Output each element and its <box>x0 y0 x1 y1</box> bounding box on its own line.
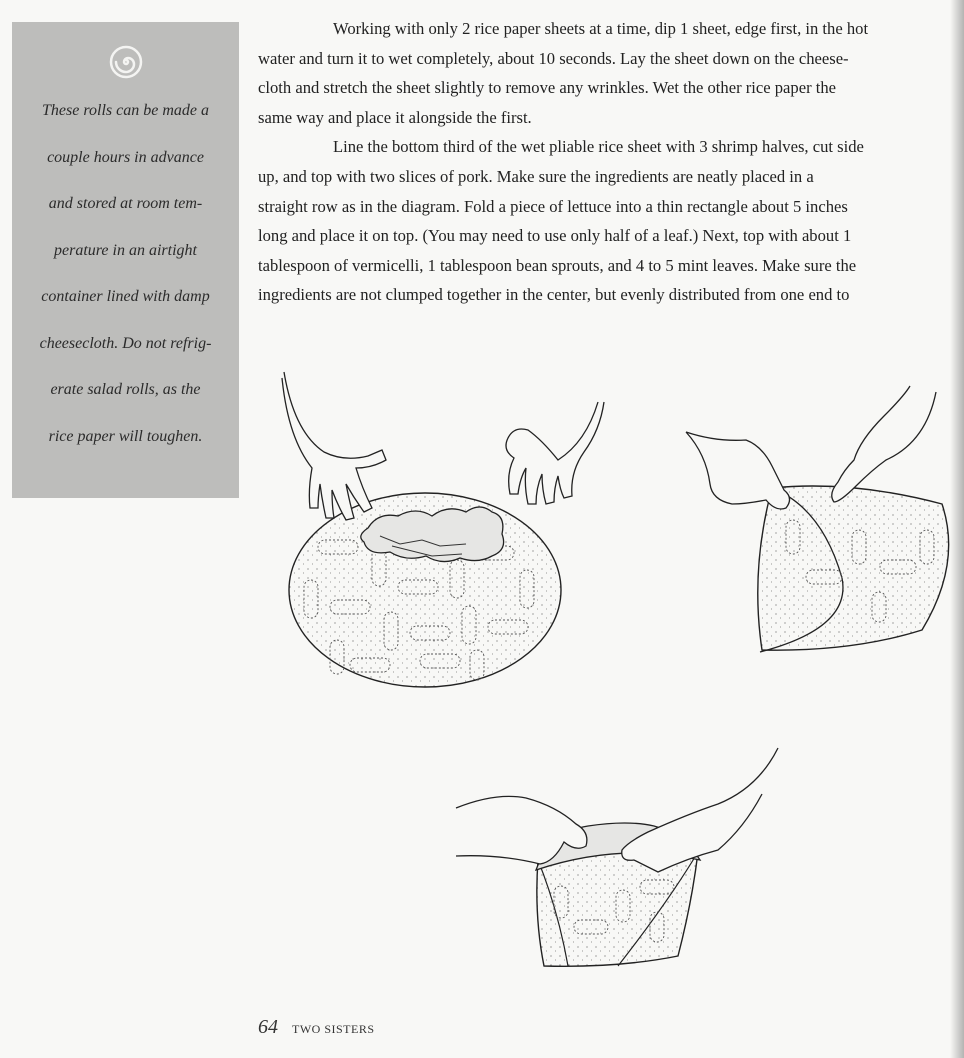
sidebar-text-line: cheesecloth. Do not refrig- <box>39 334 212 352</box>
illustration-roll-step <box>456 748 778 966</box>
sidebar-text-line: These rolls can be made a <box>42 102 209 119</box>
text-line: tablespoon of vermicelli, 1 tablespoon bean sprouts, and 4 to 5 mint leaves. Make sure the <box>258 255 857 275</box>
text-line: straight row as in the diagram. Fold a piece of lettuce into a thin rectangle about 5 inches <box>258 196 848 216</box>
text-line: long and place it on top. (You may need to use only half of a leaf.) Next, top with about 1 <box>258 226 852 246</box>
text-line: Working with only 2 rice paper sheets at a time, dip 1 sheet, edge first, in the hot <box>333 19 869 38</box>
page-footer <box>258 1016 375 1039</box>
sidebar-text-line: couple hours in advance <box>47 148 204 166</box>
sidebar-text-line: perature in an airtight <box>54 241 197 259</box>
text-line: Line the bottom third of the wet pliable rice sheet with 3 shrimp halves, cut side <box>333 137 864 157</box>
illustration-filling-sheet <box>282 372 604 687</box>
sidebar-text-line: erate salad rolls, as the <box>50 381 201 398</box>
text-line: water and turn it to wet completely, about 10 seconds. Lay the sheet down on the cheese- <box>258 48 849 68</box>
page-number: 64 <box>258 1016 278 1038</box>
sidebar-text-line: rice paper will toughen. <box>48 427 203 445</box>
sidebar-text-line: container lined with damp <box>41 288 210 305</box>
running-title: TWO SISTERS <box>292 1022 375 1036</box>
text-line: ingredients are not clumped together in the center, but evenly distributed from one end to <box>258 285 850 305</box>
text-line: cloth and stretch the sheet slightly to remove any wrinkles. Wet the other rice paper the <box>258 78 837 98</box>
text-line: same way and place it alongside the first. <box>258 107 532 127</box>
text-line: up, and top with two slices of pork. Make sure the ingredients are neatly placed in a <box>258 166 814 186</box>
sidebar-text-line: and stored at room tem- <box>48 195 203 212</box>
illustration-fold-step <box>686 386 949 652</box>
